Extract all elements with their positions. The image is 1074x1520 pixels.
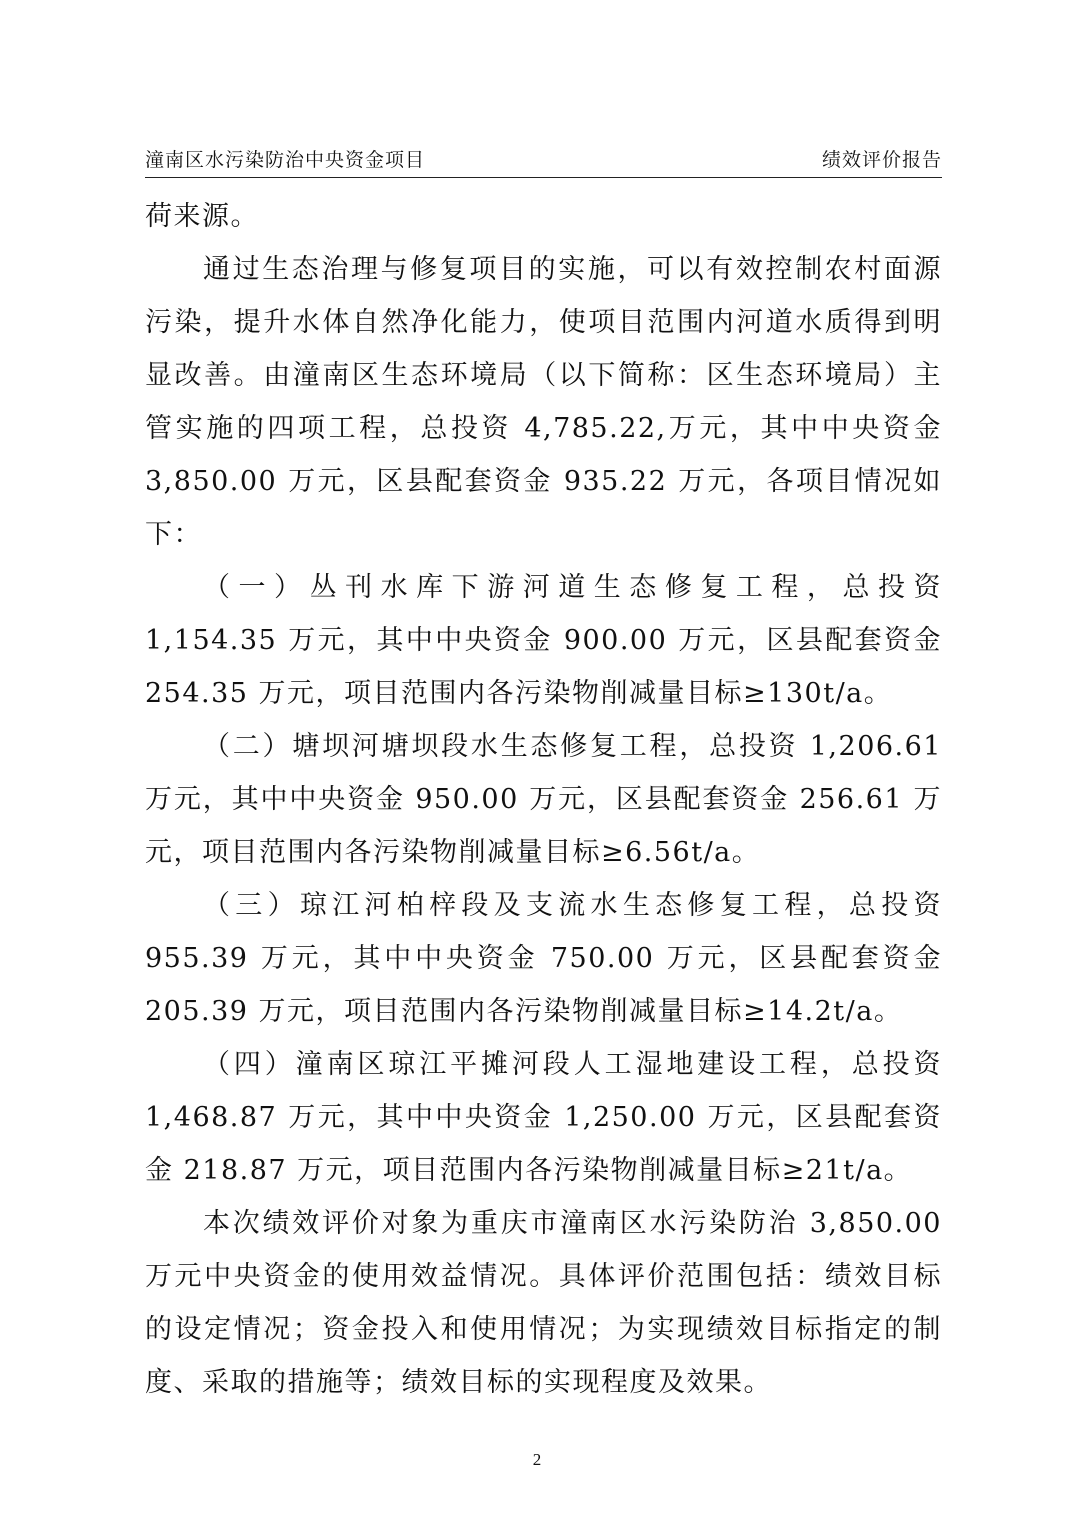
page-header: [145, 147, 942, 178]
paragraph-project-3: （三）琼江河柏梓段及支流水生态修复工程，总投资 955.39 万元，其中中央资金 750.00 万元，区县配套资金 205.39 万元，项目范围内各污染物削减量目标≥14.2t/a。: [145, 890, 942, 1027]
header-report-type: 绩效评价报告: [821, 149, 942, 171]
paragraph-project-4: （四）潼南区琼江平摊河段人工湿地建设工程，总投资 1,468.87 万元，其中中央资金 1,250.00 万元，区县配套资金 218.87 万元，项目范围内各污染物削减量目标≥21t/a。: [145, 1049, 942, 1186]
paragraph-overview: 通过生态治理与修复项目的实施，可以有效控制农村面源污染，提升水体自然净化能力，使项目范围内河道水质得到明显改善。由潼南区生态环境局（以下简称：区生态环境局）主管实施的四项工程，总投资 4,785.22,万元，其中中央资金 3,850.00 万元，区县配套资金 935.22 万元，各项目情况如下：: [145, 254, 942, 550]
paragraph-continuation: 荷来源。: [145, 201, 259, 232]
paragraph-project-1: （一）丛刊水库下游河道生态修复工程，总投资 1,154.35 万元，其中中央资金 900.00 万元，区县配套资金 254.35 万元，项目范围内各污染物削减量目标≥130t/a。: [145, 572, 942, 709]
document-body: [145, 190, 942, 1409]
page-number: 2: [532, 1450, 542, 1469]
paragraph-evaluation-scope: 本次绩效评价对象为重庆市潼南区水污染防治 3,850.00 万元中央资金的使用效益情况。具体评价范围包括：绩效目标的设定情况；资金投入和使用情况；为实现绩效目标指定的制度、采取的措施等；绩效目标的实现程度及效果。: [145, 1208, 942, 1398]
header-project-title: 潼南区水污染防治中央资金项目: [145, 149, 426, 171]
paragraph-project-2: （二）塘坝河塘坝段水生态修复工程，总投资 1,206.61 万元，其中中央资金 950.00 万元，区县配套资金 256.61 万元，项目范围内各污染物削减量目标≥6.56t/a。: [145, 731, 942, 868]
